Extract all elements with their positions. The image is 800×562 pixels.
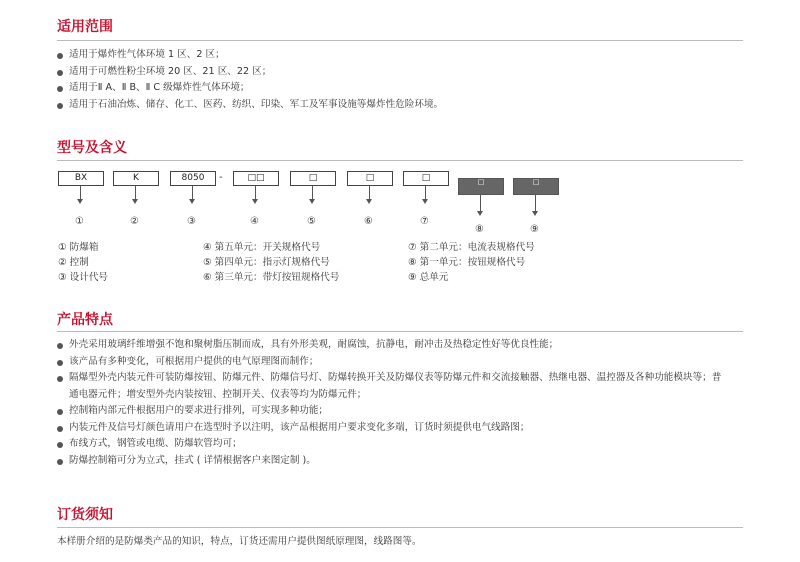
connector-line — [255, 186, 256, 200]
marker-2: ② — [130, 216, 139, 227]
list-item: 内装元件及信号灯颜色请用户在选型时予以注明，该产品根据用户要求变化多端，订货时须提供电气线路图； — [57, 420, 747, 437]
connector-line — [135, 186, 136, 200]
list-item: 适用于Ⅱ A、Ⅱ B、Ⅱ C 级爆炸性气体环境； — [57, 80, 747, 97]
code-box-6: □ — [347, 171, 393, 186]
list-item: 该产品有多种变化，可根据用户提供的电气原理图而制作； — [57, 354, 747, 371]
section-divider — [57, 40, 743, 41]
legend-item: ⑧ 第一单元：按钮规格代号 — [408, 257, 526, 268]
marker-6: ⑥ — [364, 216, 373, 227]
code-box-3: 8050 — [170, 171, 216, 186]
legend-item: ⑥ 第三单元：带灯按钮规格代号 — [203, 272, 340, 283]
bullet-icon — [57, 459, 63, 465]
list-item: 外壳采用玻璃纤维增强不饱和聚树脂压制而成，具有外形美观，耐腐蚀，抗静电，耐冲击及热稳定性好等优良性能； — [57, 337, 747, 354]
arrow-down-icon — [77, 199, 83, 204]
marker-9: ⑨ — [530, 224, 539, 235]
list-item: 防爆控制箱可分为立式，挂式 ( 详情根据客户来图定制 )。 — [57, 453, 747, 470]
code-box-4: □□ — [233, 171, 279, 186]
arrow-down-icon — [532, 211, 538, 216]
code-box-2: K — [113, 171, 159, 186]
ordering-note: 本样册介绍的是防爆类产品的知识，特点，订货还需用户提供图纸原理图，线路图等。 — [57, 536, 422, 547]
code-box-8: □ — [458, 178, 504, 195]
section-title-ordering: 订货须知 — [57, 507, 113, 523]
connector-line — [480, 194, 481, 212]
code-box-5: □ — [290, 171, 336, 186]
arrow-down-icon — [422, 199, 428, 204]
bullet-icon — [57, 442, 63, 448]
code-box-9: □ — [513, 178, 559, 195]
legend-item: ⑦ 第二单元：电流表规格代号 — [408, 242, 535, 253]
code-separator: - — [219, 172, 223, 183]
marker-4: ④ — [250, 216, 259, 227]
arrow-down-icon — [189, 199, 195, 204]
model-legend-col-3 — [408, 240, 535, 285]
scope-list — [57, 47, 747, 113]
bullet-icon — [57, 53, 63, 59]
legend-item: ③ 设计代号 — [58, 272, 109, 283]
model-legend-col-2 — [203, 240, 339, 285]
connector-line — [80, 186, 81, 200]
section-divider — [57, 527, 743, 528]
marker-3: ③ — [187, 216, 196, 227]
bullet-icon — [57, 376, 63, 382]
section-title-features: 产品特点 — [57, 312, 113, 328]
list-item: 适用于可燃性粉尘环境 20 区、21 区、22 区； — [57, 64, 747, 81]
list-item: 隔爆型外壳内装元件可装防爆按钮、防爆元件、防爆信号灯、防爆转换开关及防爆仪表等防爆元件和交流接触器、热继电器、温控器及各种功能模块等；普通电器元件；增安型外壳内装按钮、控制开关、仪表等均为防爆元件； — [57, 370, 729, 403]
bullet-icon — [57, 409, 63, 415]
bullet-icon — [57, 103, 63, 109]
marker-7: ⑦ — [420, 216, 429, 227]
bullet-icon — [57, 86, 63, 92]
bullet-icon — [57, 360, 63, 366]
marker-5: ⑤ — [307, 216, 316, 227]
legend-item: ② 控制 — [58, 257, 89, 268]
features-list — [57, 337, 747, 469]
arrow-down-icon — [132, 199, 138, 204]
arrow-down-icon — [252, 199, 258, 204]
legend-item: ⑨ 总单元 — [408, 272, 449, 283]
section-divider — [57, 331, 743, 332]
bullet-icon — [57, 343, 63, 349]
marker-8: ⑧ — [475, 224, 484, 235]
legend-item: ④ 第五单元：开关规格代号 — [203, 242, 321, 253]
connector-line — [192, 186, 193, 200]
bullet-icon — [57, 426, 63, 432]
code-box-7: □ — [403, 171, 449, 186]
section-title-model: 型号及含义 — [57, 140, 127, 156]
list-item: 控制箱内部元件根据用户的要求进行排列，可实现多种功能； — [57, 403, 747, 420]
list-item: 布线方式，钢管或电缆、防爆软管均可； — [57, 436, 747, 453]
code-box-1: BX — [58, 171, 104, 186]
section-divider — [57, 160, 743, 161]
list-item: 适用于爆炸性气体环境 1 区、2 区； — [57, 47, 747, 64]
arrow-down-icon — [309, 199, 315, 204]
connector-line — [425, 186, 426, 200]
section-title-scope: 适用范围 — [57, 19, 113, 35]
connector-line — [535, 194, 536, 212]
legend-item: ⑤ 第四单元：指示灯规格代号 — [203, 257, 330, 268]
arrow-down-icon — [366, 199, 372, 204]
bullet-icon — [57, 70, 63, 76]
marker-1: ① — [75, 216, 84, 227]
connector-line — [369, 186, 370, 200]
arrow-down-icon — [477, 211, 483, 216]
list-item: 适用于石油冶炼、储存、化工、医药、纺织、印染、军工及军事设施等爆炸性危险环境。 — [57, 97, 747, 114]
model-legend-col-1 — [58, 240, 108, 285]
connector-line — [312, 186, 313, 200]
legend-item: ① 防爆箱 — [58, 242, 99, 253]
